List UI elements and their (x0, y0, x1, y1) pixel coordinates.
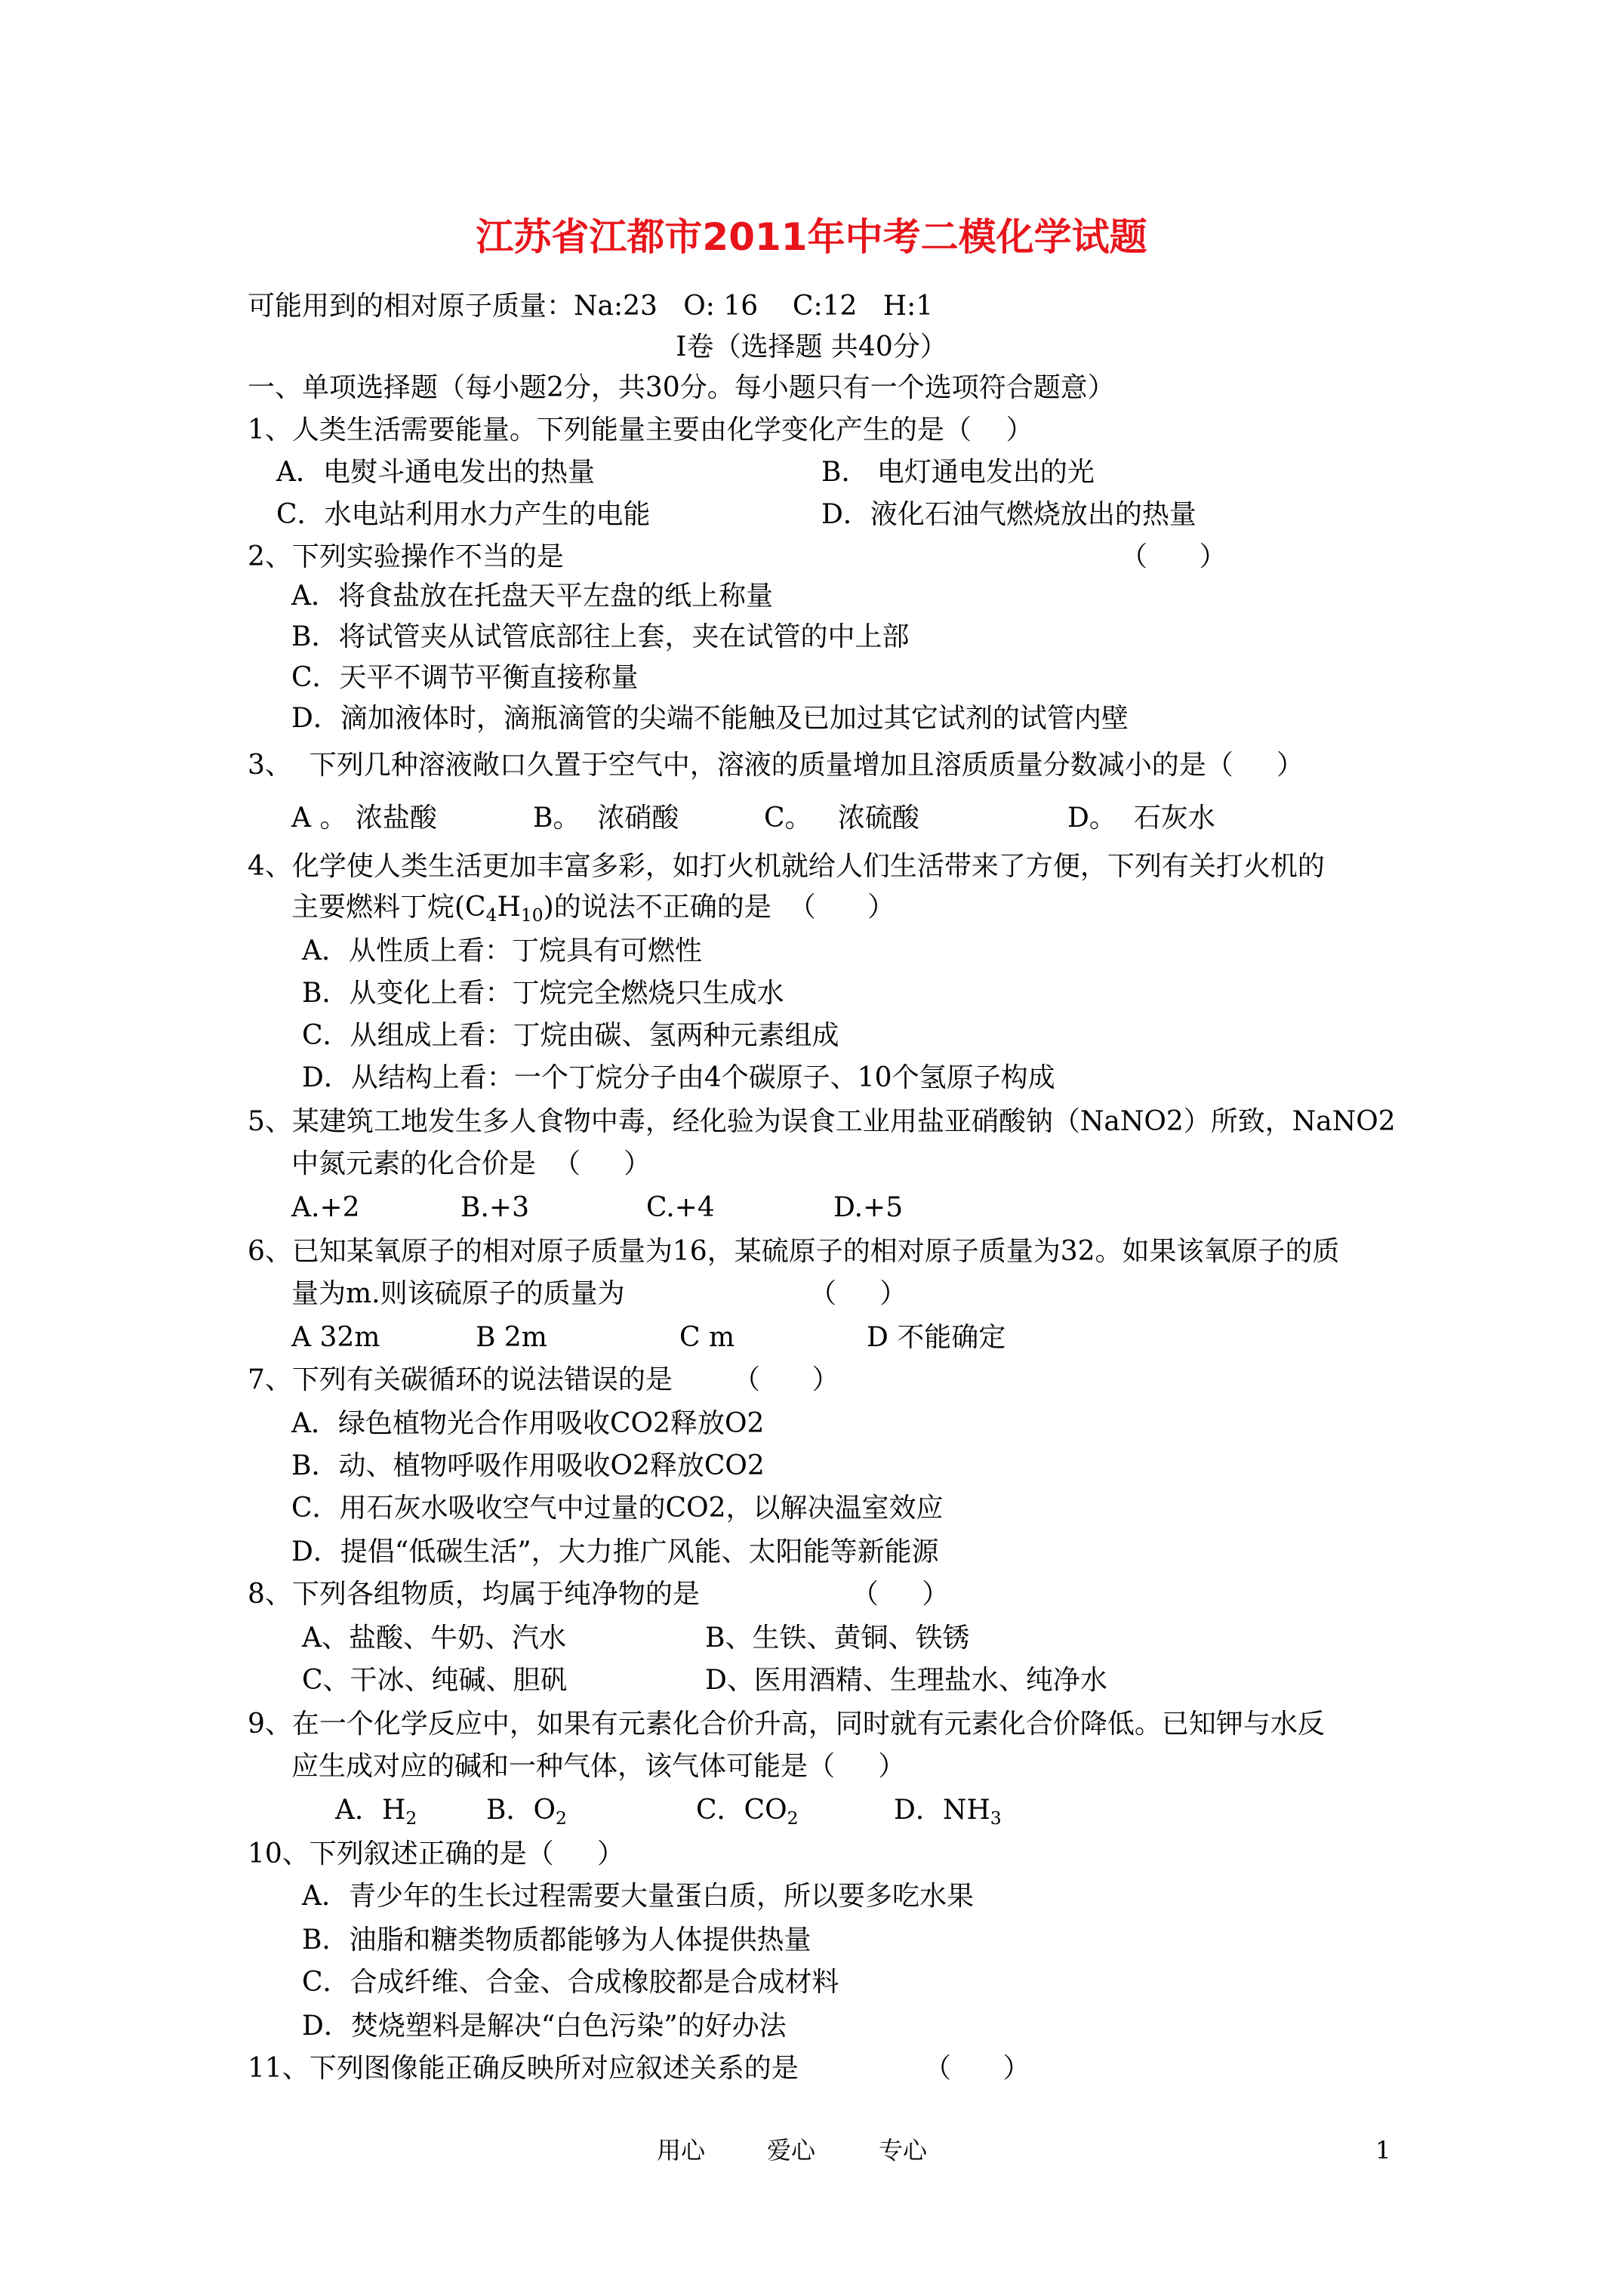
question-9-option-d: D．$NH_3$ (894, 1795, 1002, 1829)
question-5-option-a: A.+2 (291, 1192, 360, 1223)
question-2-option-a: A．将食盐放在托盘天平左盘的纸上称量 (291, 581, 773, 612)
question-9-option-c: C．$CO_2$ (696, 1795, 799, 1829)
question-8-option-c: C、干冰、纯碱、胆矾 (302, 1665, 568, 1696)
question-4-option-b: B．从变化上看：丁烷完全燃烧只生成水 (302, 978, 784, 1009)
question-4-option-a: A．从性质上看：丁烷具有可燃性 (302, 935, 702, 966)
question-4-option-d: D．从结构上看：一个丁烷分子由4个碳原子、10个氢原子构成 (302, 1062, 1055, 1093)
question-10-option-b: B．油脂和糖类物质都能够为人体提供热量 (302, 1925, 812, 1955)
question-2-answer-paren: （ ） (1120, 541, 1227, 572)
question-3-option-b: B。 浓硝酸 (533, 803, 679, 834)
question-2-stem: 2、下列实验操作不当的是 (248, 541, 564, 572)
question-10-stem: 10、下列叙述正确的是（ ） (248, 1838, 625, 1869)
question-4-stem-line-1: 4、化学使人类生活更加丰富多彩，如打火机就给人们生活带来了方便，下列有关打火机的 (248, 851, 1325, 882)
question-7-option-a: A．绿色植物光合作用吸收CO2释放O2 (291, 1408, 765, 1439)
question-5-stem-line-1: 5、某建筑工地发生多人食物中毒，经化验为误食工业用盐亚硝酸钠（NaNO2）所致，NaNO2 (248, 1106, 1396, 1137)
question-2-option-d: D．滴加液体时，滴瓶滴管的尖端不能触及已加过其它试剂的试管内壁 (291, 703, 1129, 734)
question-8-option-a: A、盐酸、牛奶、汽水 (302, 1623, 566, 1653)
question-1-option-d: D．液化石油气燃烧放出的热量 (821, 499, 1196, 530)
question-3-option-c: C。 浓硫酸 (764, 803, 919, 834)
question-1-stem: 1、人类生活需要能量。下列能量主要由化学变化产生的是（ ） (248, 415, 1033, 445)
question-8-option-d: D、医用酒精、生理盐水、纯净水 (705, 1665, 1107, 1696)
question-10-option-d: D．焚烧塑料是解决“白色污染”的好办法 (302, 2011, 787, 2042)
exam-title: 江苏省江都市2011年中考二模化学试题 (476, 215, 1147, 259)
question-7-stem: 7、下列有关碳循环的说法错误的是 （ ） (248, 1364, 839, 1395)
question-2-option-b: B．将试管夹从试管底部往上套，夹在试管的中上部 (291, 621, 910, 652)
question-6-answer-paren: （ ） (809, 1278, 907, 1309)
question-6-stem-line-1: 6、已知某氧原子的相对原子质量为16，某硫原子的相对原子质量为32。如果该氧原子的质 (248, 1236, 1340, 1267)
atomic-masses: 可能用到的相对原子质量：Na:23 O: 16 C:12 H:1 (248, 291, 934, 322)
question-11-answer-paren: （ ） (924, 2053, 1030, 2084)
question-8-answer-paren: （ ） (852, 1579, 950, 1610)
question-3-stem: 3、 下列几种溶液敞口久置于空气中，溶液的质量增加且溶质质量分数减小的是（ ） (248, 750, 1304, 781)
question-4-stem-line-2: 主要燃料丁烷$(C_4H_{10})$的说法不正确的是 （ ） (291, 892, 895, 926)
question-7-option-b: B．动、植物呼吸作用吸收O2释放CO2 (291, 1450, 765, 1481)
question-6-option-b: B 2m (476, 1322, 547, 1353)
question-1-option-a: A．电熨斗通电发出的热量 (276, 457, 595, 488)
page-number: 1 (1375, 2136, 1391, 2165)
question-9-option-b: B．$O_2$ (486, 1795, 567, 1829)
question-9-stem-line-2: 应生成对应的碱和一种气体，该气体可能是（ ） (291, 1751, 906, 1782)
volume-title: I卷（选择题 共40分） (676, 331, 947, 362)
question-6-stem-line-2: 量为m.则该硫原子的质量为 (291, 1278, 625, 1309)
question-5-stem-line-2: 中氮元素的化合价是 （ ） (291, 1148, 651, 1179)
question-3-option-d: D。 石灰水 (1067, 803, 1215, 834)
footer-text-aixin: 爱心 (767, 2136, 816, 2165)
question-8-option-b: B、生铁、黄铜、铁锈 (705, 1623, 970, 1653)
question-3-option-a: A 。 浓盐酸 (291, 803, 437, 834)
question-2-option-c: C．天平不调节平衡直接称量 (291, 662, 639, 693)
question-10-option-c: C．合成纤维、合金、合成橡胶都是合成材料 (302, 1967, 839, 1998)
question-1-option-c: C．水电站利用水力产生的电能 (276, 499, 651, 530)
question-5-option-b: B.+3 (460, 1192, 529, 1223)
question-7-option-c: C．用石灰水吸收空气中过量的CO2，以解决温室效应 (291, 1493, 944, 1524)
question-7-option-d: D．提倡“低碳生活”，大力推广风能、太阳能等新能源 (291, 1536, 939, 1567)
question-10-option-a: A．青少年的生长过程需要大量蛋白质，所以要多吃水果 (302, 1881, 974, 1912)
footer-text-yongxin: 用心 (657, 2136, 706, 2165)
question-5-option-c: C.+4 (646, 1192, 715, 1223)
question-9-stem-line-1: 9、在一个化学反应中，如果有元素化合价升高，同时就有元素化合价降低。已知钾与水反 (248, 1709, 1325, 1740)
question-6-option-c: C m (679, 1322, 735, 1353)
question-9-option-a: A．$H_2$ (335, 1795, 417, 1829)
footer-text-zhuanxin: 专心 (879, 2136, 928, 2165)
question-6-option-d: D 不能确定 (867, 1322, 1006, 1353)
question-4-option-c: C．从组成上看：丁烷由碳、氢两种元素组成 (302, 1020, 839, 1051)
section-title: 一、单项选择题（每小题2分，共30分。每小题只有一个选项符合题意） (248, 372, 1115, 403)
question-11-stem: 11、下列图像能正确反映所对应叙述关系的是 (248, 2053, 799, 2084)
question-1-option-b: B． 电灯通电发出的光 (821, 457, 1095, 488)
question-8-stem: 8、下列各组物质，均属于纯净物的是 (248, 1579, 700, 1610)
question-5-option-d: D.+5 (833, 1192, 904, 1223)
question-6-option-a: A 32m (291, 1322, 380, 1353)
